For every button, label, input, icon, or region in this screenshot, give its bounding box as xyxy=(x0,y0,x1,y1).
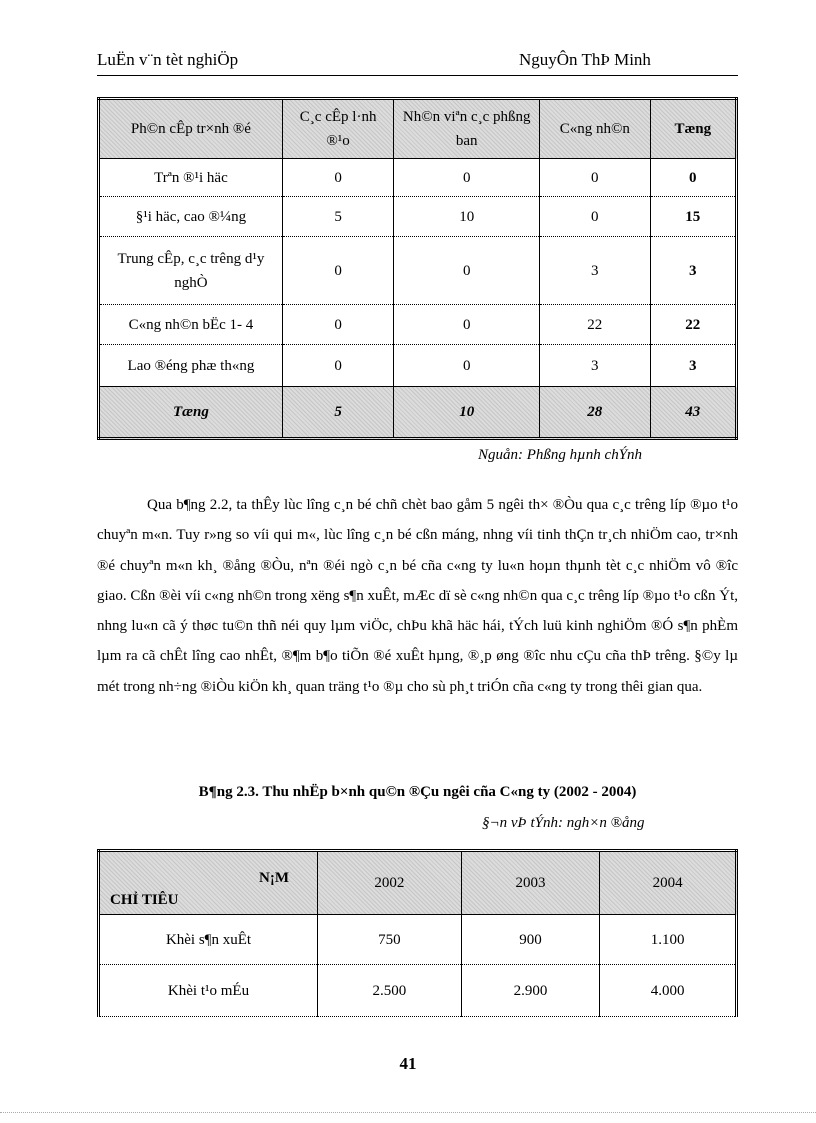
cell: 4.000 xyxy=(600,965,737,1017)
table-caption: B¶ng 2.3. Thu nhËp b×nh qu©n ®Çu ngêi cña C«ng ty (2002 - 2004) xyxy=(198,784,637,800)
header-thesis-title: LuËn v¨n tèt nghiÖp xyxy=(97,50,239,69)
year-axis-label: N¡M xyxy=(259,870,290,886)
cell: 22 xyxy=(540,305,651,345)
table-total-row xyxy=(99,387,737,439)
year-header: 2003 xyxy=(461,851,600,915)
cell: 2.900 xyxy=(461,965,600,1017)
total-cell: 28 xyxy=(540,387,651,439)
cell: 900 xyxy=(461,915,600,965)
total-cell: 43 xyxy=(650,387,736,439)
cell: 0 xyxy=(540,197,651,237)
header-author: NguyÔn ThÞ Minh xyxy=(519,50,651,69)
table-row xyxy=(99,345,737,387)
row-total: 22 xyxy=(650,305,736,345)
row-label: Khèi s¶n xuÊt xyxy=(99,915,318,965)
body-paragraph xyxy=(97,490,738,702)
cell: 3 xyxy=(540,237,651,305)
header-rule xyxy=(97,75,738,76)
cell: 5 xyxy=(282,197,394,237)
row-label: C«ng nh©n bËc 1- 4 xyxy=(99,305,283,345)
row-total: 3 xyxy=(650,345,736,387)
year-header: 2004 xyxy=(600,851,737,915)
cell: 10 xyxy=(394,197,540,237)
header-cell: C«ng nh©n xyxy=(540,99,651,159)
table-row xyxy=(99,197,737,237)
row-total: 0 xyxy=(650,159,736,197)
year-header: 2002 xyxy=(318,851,462,915)
row-label: §¹i häc, cao ®¼ng xyxy=(99,197,283,237)
row-label: Khèi t¹o mÉu xyxy=(99,965,318,1017)
cell: 750 xyxy=(318,915,462,965)
paragraph-text: Qua b¶ng 2.2, ta thÊy lùc lîng c¸n bé chñ chèt bao gåm 5 ngêi th× ®Òu qua c¸c trêng líp ®µo t¹o chuyªn m«n. Tuy r»ng so víi qui m«, lùc lîng c¸n bé cßn máng, nhng víi tinh thÇn tr¸ch nhiÖm cao, tr×nh ®é chuyªn m«n kh¸ ®ång ®Òu, nªn ®éi ngò c¸n bé cña c«ng ty lu«n hoµn thµnh tèt c¸c nhiÖm vô ®îc giao. Cßn ®èi víi c«ng nh©n trong xëng s¶n xuÊt, mÆc dï sè c«ng nh©n qua c¸c trêng líp ®µo t¹o cßn Ýt, nhng lu«n cã ý thøc tu©n thñ néi quy lµm viÖc, chÞu khã häc hái, tÝch luü kinh nghiÖm ®Ó s¶n phÈm lµm ra cã chÊt lîng cao nhÊt, ®¶m b¶o tiÕn ®é xuÊt hµng, ®¸p øng ®îc nhu cÇu cña thÞ trêng. §©y lµ mét trong nh÷ng ®iÒu kiÖn kh¸ quan träng t¹o ®µ cho sù ph¸t triÓn cña c«ng ty trong thêi gian qua. xyxy=(97,497,738,695)
cell: 2.500 xyxy=(318,965,462,1017)
cell: 0 xyxy=(540,159,651,197)
indicator-axis-label: CHỈ TIÊU xyxy=(110,892,179,908)
row-label: Lao ®éng phæ th«ng xyxy=(99,345,283,387)
income-table xyxy=(97,849,738,1017)
table-row xyxy=(99,965,737,1017)
cell: 0 xyxy=(282,237,394,305)
table-header-row xyxy=(99,851,737,915)
row-label: Trung cÊp, c¸c trêng d¹y nghÒ xyxy=(99,237,283,305)
cell: 1.100 xyxy=(600,915,737,965)
row-label: Trªn ®¹i häc xyxy=(99,159,283,197)
row-total: 3 xyxy=(650,237,736,305)
staff-qualification-table xyxy=(97,97,738,440)
table-row xyxy=(99,915,737,965)
cell: 0 xyxy=(282,159,394,197)
total-cell: 10 xyxy=(394,387,540,439)
row-total: 15 xyxy=(650,197,736,237)
cell: 0 xyxy=(394,345,540,387)
table-row xyxy=(99,237,737,305)
cell: 0 xyxy=(394,305,540,345)
cell: 0 xyxy=(394,159,540,197)
corner-header-cell xyxy=(99,851,318,915)
header-cell: Nh©n viªn c¸c phßng ban xyxy=(394,99,540,159)
cell: 0 xyxy=(282,345,394,387)
page-number: 41 xyxy=(399,1054,417,1073)
header-cell: Tæng xyxy=(650,99,736,159)
footer-rule xyxy=(0,1112,816,1113)
table-row xyxy=(99,159,737,197)
header-cell: C¸c cÊp l·nh ®¹o xyxy=(282,99,394,159)
cell: 0 xyxy=(394,237,540,305)
total-cell: 5 xyxy=(282,387,394,439)
header-cell: Ph©n cÊp tr×nh ®é xyxy=(99,99,283,159)
cell: 3 xyxy=(540,345,651,387)
total-label: Tæng xyxy=(99,387,283,439)
table-source-note: Nguån: Phßng hµnh chÝnh xyxy=(478,447,643,463)
table-row xyxy=(99,305,737,345)
cell: 0 xyxy=(282,305,394,345)
table-header-row xyxy=(99,99,737,159)
table-unit-note: §¬n vÞ tÝnh: ngh×n ®ång xyxy=(482,815,645,831)
